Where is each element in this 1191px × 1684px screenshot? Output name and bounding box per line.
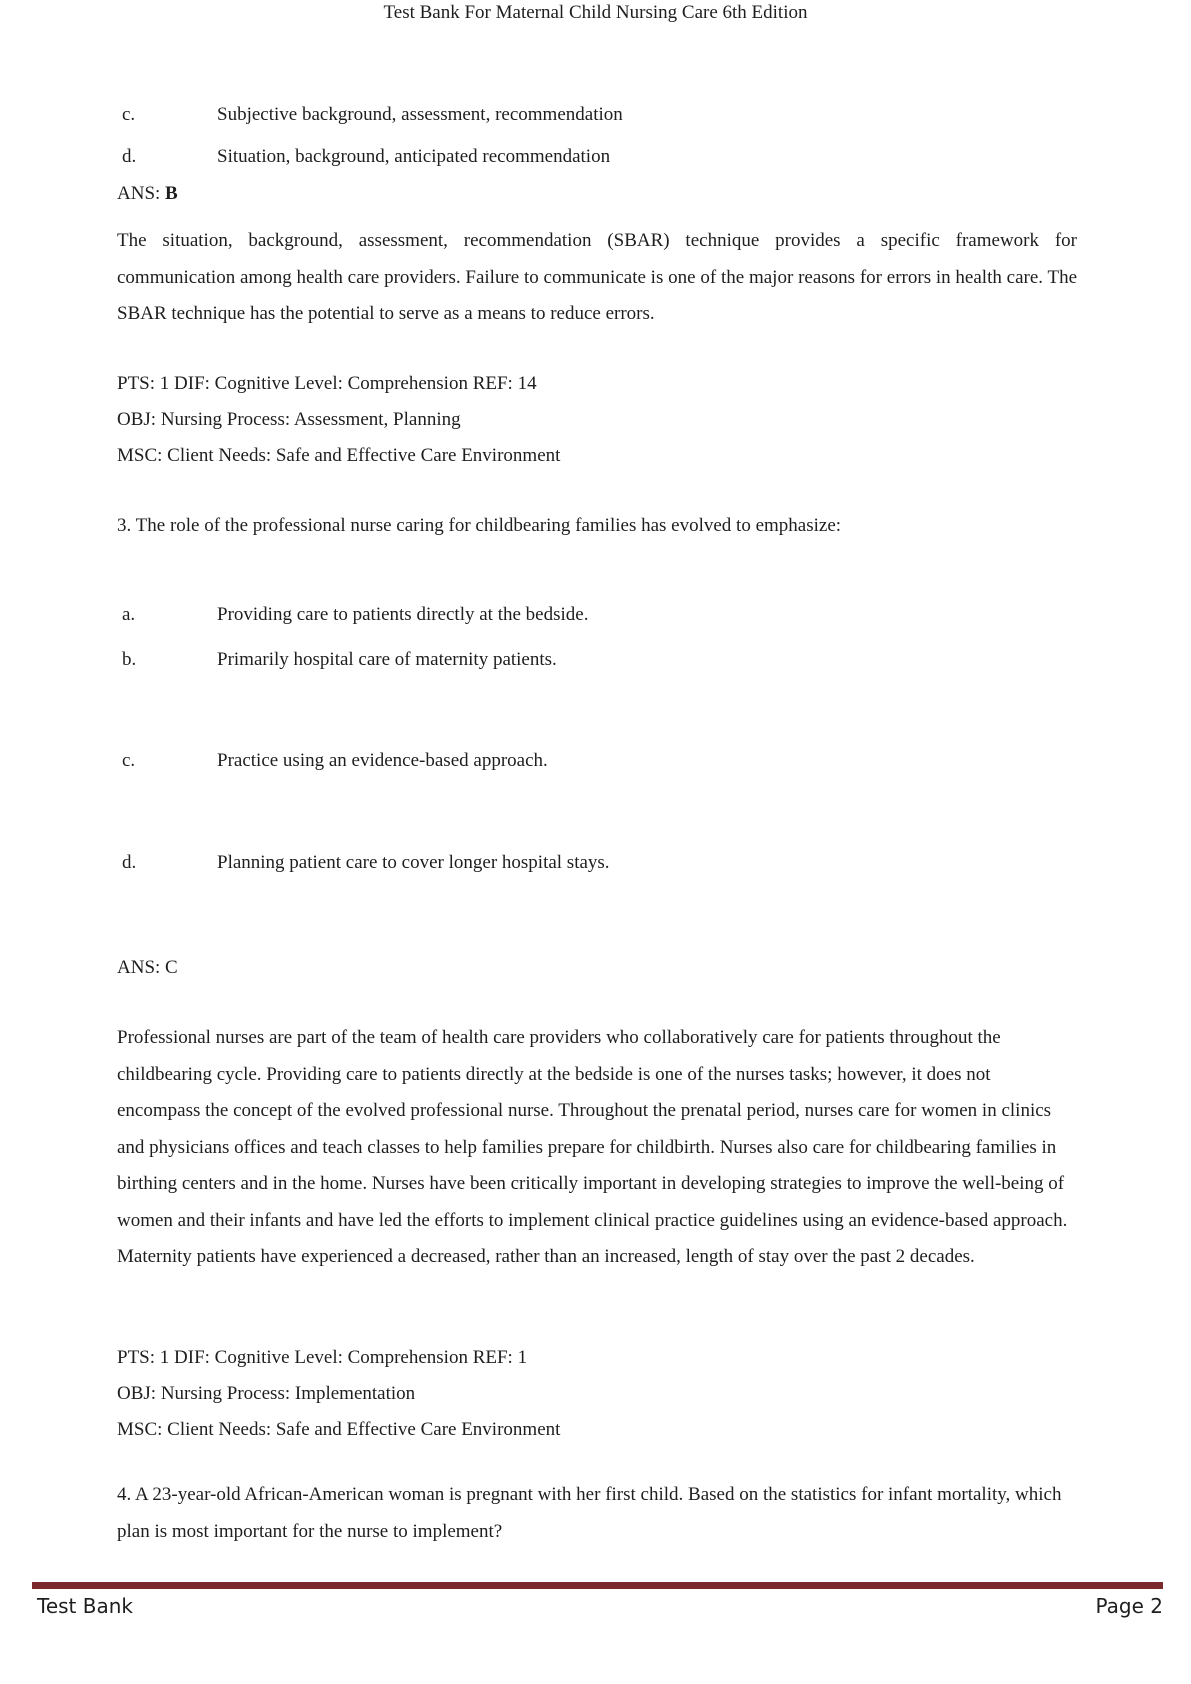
option-letter: c.: [122, 104, 136, 125]
page-number: Page 2: [1095, 1594, 1163, 1618]
obj-line: OBJ: Nursing Process: Implementation: [117, 1383, 416, 1404]
page-header: Test Bank For Maternal Child Nursing Care 6th Edition: [383, 2, 808, 23]
option-text: Primarily hospital care of maternity patients.: [217, 649, 557, 670]
rationale-q2: The situation, background, assessment, recommendation (SBAR) technique provides a specific framework for communication among health care providers. Failure to communicate is one of the major reasons for errors in health care. The SBAR technique has the potential to serve as a means to reduce errors.: [117, 230, 1077, 324]
question-stem: 3. The role of the professional nurse caring for childbearing families has evolved to emphasize:: [117, 515, 842, 536]
msc-line: MSC: Client Needs: Safe and Effective Care Environment: [117, 445, 561, 466]
footer-left: Test Bank: [37, 1594, 133, 1618]
answer-line: [117, 183, 178, 205]
answer-line: ANS: C: [117, 957, 178, 978]
pts-line: PTS: 1 DIF: Cognitive Level: Comprehension REF: 1: [117, 1347, 528, 1368]
option-letter: d.: [122, 852, 137, 873]
option-text: Planning patient care to cover longer hospital stays.: [217, 852, 610, 873]
answer-value: B: [165, 183, 178, 204]
option-text: Practice using an evidence-based approach.: [217, 750, 548, 771]
footer-rule: [32, 1582, 1163, 1589]
option-text: Subjective background, assessment, recommendation: [217, 104, 623, 125]
msc-line: MSC: Client Needs: Safe and Effective Care Environment: [117, 1419, 561, 1440]
option-text: Providing care to patients directly at the bedside.: [217, 604, 589, 625]
option-letter: a.: [122, 604, 136, 625]
pts-line: PTS: 1 DIF: Cognitive Level: Comprehension REF: 14: [117, 373, 537, 394]
option-text: Situation, background, anticipated recommendation: [217, 146, 611, 167]
question-stem: 4. A 23-year-old African-American woman is pregnant with her first child. Based on the statistics for infant mortality, which plan is most important for the nurse to implement?: [117, 1484, 1062, 1542]
option-letter: d.: [122, 146, 137, 167]
option-letter: c.: [122, 750, 136, 771]
option-letter: b.: [122, 649, 137, 670]
answer-label: ANS:: [117, 183, 161, 204]
obj-line: OBJ: Nursing Process: Assessment, Planning: [117, 409, 461, 430]
rationale-q3: Professional nurses are part of the team of health care providers who collaboratively care for patients throughout the childbearing cycle. Providing care to patients directly at the bedside is one of the nurses tasks; however, it does not encompass the concept of the evolved professional nurse. Throughout the prenatal period, nurses care for women in clinics and physicians offices and teach classes to help families prepare for childbirth. Nurses also care for childbearing families in birthing centers and in the home. Nurses have been critically important in developing strategies to improve the well-being of women and their infants and have led the efforts to implement clinical practice guidelines using an evidence-based approach. Maternity patients have experienced a decreased, rather than an increased, length of stay over the past 2 decades.: [117, 1027, 1068, 1267]
